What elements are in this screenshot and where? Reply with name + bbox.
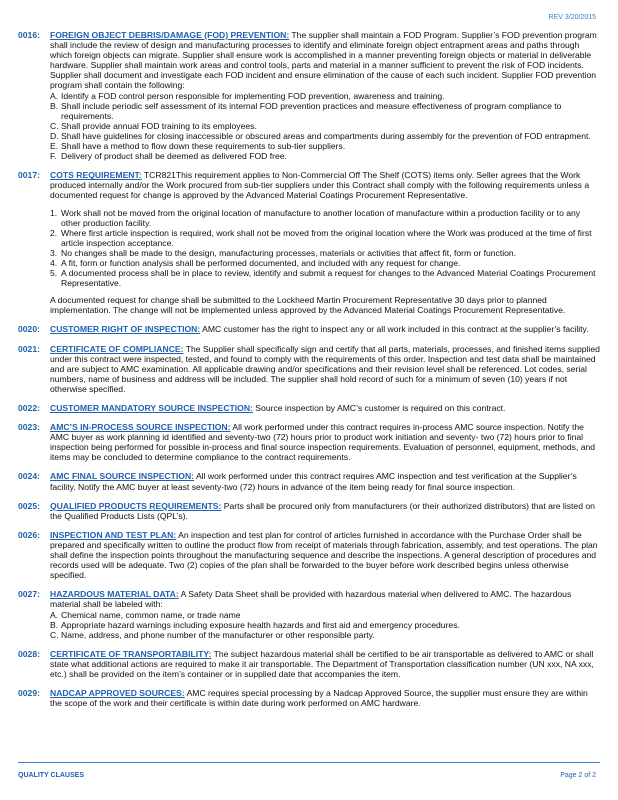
clause-body (50, 344, 600, 394)
clause-text: All work performed under this contract requires in-process AMC source inspection. Notify the AMC buyer as work planning id identified and seventy-two (72) hours prior to product work initiation and seventy- two (72) hours prior to final inspection being performed for possible in-process and final source inspection requirements. Evaluation of personnel, equipment, methods, and items may be concluded to determine compliance to the contract requirements. (50, 422, 596, 463)
clause-body (50, 170, 600, 315)
list-item (50, 248, 600, 258)
list-item (50, 208, 600, 228)
list-marker: F. (50, 151, 57, 162)
list-marker: C. (50, 120, 59, 131)
list-text: Name, address, and phone number of the manufacturer or other responsible party. (61, 629, 375, 640)
list-item (50, 151, 600, 161)
list-text: A fit, form or function analysis shall be performed documented, and included with any request for change. (61, 257, 461, 268)
clause-number: 0024: (18, 471, 40, 482)
list-marker: A. (50, 609, 59, 620)
clause-title: AMC’S IN-PROCESS SOURCE INSPECTION: (50, 422, 231, 433)
clause-body (50, 530, 600, 580)
clause-title: CERTIFICATE OF TRANSPORTABILITY: (50, 648, 212, 659)
list-item (50, 91, 600, 101)
clause-number: 0023: (18, 422, 40, 433)
clause-title: FOREIGN OBJECT DEBRIS/DAMAGE (FOD) PREVENTION: (50, 30, 290, 40)
clause-title: CUSTOMER RIGHT OF INSPECTION: (50, 324, 201, 335)
list-text: Shall have a method to flow down these requirements to sub-tier suppliers. (61, 141, 346, 152)
list-marker: 4. (50, 257, 58, 268)
clause-paragraph (50, 422, 600, 462)
clause-text: TCR821This requirement applies to Non-Commercial Off The Shelf (COTS) items only. Seller agrees that the Work produced internally and/or the Work procured from sub-tier suppliers under this Contract shall comply with the following requirements unless a documented request for change is approved by the Advanced Material Coatings Procurement Representative. (50, 170, 590, 201)
list-text: Delivery of product shall be deemed as delivered FOD free. (61, 151, 287, 162)
clause-title: COTS REQUIREMENT: (50, 170, 142, 181)
list-marker: B. (50, 100, 59, 111)
clause-title: QUALIFIED PRODUCTS REQUIREMENTS: (50, 500, 222, 511)
list-item (50, 620, 600, 630)
clause-number: 0028: (18, 648, 40, 659)
list-marker: 3. (50, 247, 58, 258)
revision-date: REV 3/20/2015 (548, 14, 596, 21)
clause-list (50, 610, 600, 640)
clause-list (50, 208, 600, 289)
clause-text: The Supplier shall specifically sign and certify that all parts, materials, processes, and finished items supplied under this contract were inspected, tested, and found to comply with the requirements of this order. Inspection and test data shall be maintained and are subject to AMC examination. All applicable drawing and/or specifications and their revision level shall be referenced. Lot codes, serial numbers, name of business and address will be included. The supplier shall hold record of such for a minimum of seven (10) years if not otherwise specified. (50, 343, 600, 394)
list-text: A documented process shall be in place to review, identify and submit a request for changes to the Advanced Material Coatings Procurement Representative. (61, 268, 596, 289)
clause-paragraph (50, 649, 600, 679)
list-marker: 1. (50, 207, 58, 218)
clause-text: AMC customer has the right to inspect any or all work included in this contract at the supplier’s facility. (200, 324, 589, 335)
clause-title: CERTIFICATE OF COMPLIANCE: (50, 343, 184, 354)
list-item (50, 610, 600, 620)
clause-body (50, 501, 600, 521)
list-text: Appropriate hazard warnings including exposure health hazards and first aid and emergency procedures. (61, 619, 460, 630)
clause-0025 (18, 501, 600, 521)
clause-paragraph (50, 403, 600, 413)
clause-title: CUSTOMER MANDATORY SOURCE INSPECTION: (50, 403, 253, 413)
clause-0022 (18, 403, 600, 413)
clause-0017 (18, 170, 600, 315)
list-marker: E. (50, 141, 59, 152)
clause-paragraph (50, 688, 600, 708)
clause-body (50, 589, 600, 639)
list-item (50, 228, 600, 248)
clause-0027 (18, 589, 600, 639)
list-marker: C. (50, 629, 59, 640)
list-item (50, 121, 600, 131)
clause-text: Source inspection by AMC’s customer is required on this contract. (252, 403, 506, 413)
clause-number: 0027: (18, 589, 40, 600)
list-item (50, 630, 600, 640)
clause-body (50, 688, 600, 708)
list-text: Shall provide annual FOD training to its employees. (61, 120, 257, 131)
clause-0024 (18, 471, 600, 491)
clause-text: AMC requires special processing by a Nadcap Approved Source, the supplier must ensure they are within the scope of the work and their certificate is within date during work performed on AMC hardware. (50, 688, 588, 709)
clause-paragraph (50, 344, 600, 394)
clause-number: 0026: (18, 529, 40, 540)
clause-text: All work performed under this contract requires AMC inspection and test verification at the Supplier’s facility. Notify the AMC buyer at least seventy-two (72) hours in advance of the item being ready for final source inspection. (50, 471, 577, 492)
clause-paragraph (50, 530, 600, 580)
clause-number: 0016: (18, 30, 40, 40)
list-marker: 5. (50, 268, 58, 279)
list-marker: A. (50, 90, 59, 101)
clause-body (50, 30, 600, 161)
clause-text: The subject hazardous material shall be certified to be air transportable as delivered to AMC or shall state what additional actions are required to make it air transportable. The Department of Transportation classification number (UN xxx, NA xxx, etc.) shall be provided on the item’s container or in supplied date that accompanies the item. (50, 648, 594, 679)
clause-body (50, 649, 600, 679)
clause-0021 (18, 344, 600, 394)
list-text: Identify a FOD control person responsible for implementing FOD prevention, awareness and training. (61, 90, 445, 101)
clause-body (50, 403, 600, 413)
clause-title: HAZARDOUS MATERIAL DATA: (50, 589, 179, 600)
clause-paragraph (50, 471, 600, 491)
clause-0020 (18, 324, 600, 334)
list-text: Work shall not be moved from the original location of manufacture to another location of manufacture within a production facility or to any other production facility. (61, 207, 581, 228)
footer-divider (18, 762, 600, 763)
clause-number: 0029: (18, 688, 40, 699)
clause-0016 (18, 30, 600, 161)
clause-list (50, 91, 600, 162)
clause-text: Parts shall be procured only from manufacturers (or their authorized distributors) that are listed on the Qualified Products Lists (QPL’s). (50, 500, 595, 521)
list-marker: B. (50, 619, 59, 630)
clause-paragraph (50, 170, 600, 200)
clause-number: 0022: (18, 403, 40, 413)
clause-paragraph (50, 589, 600, 609)
clause-0023 (18, 422, 600, 462)
clause-title: NADCAP APPROVED SOURCES: (50, 688, 185, 699)
clause-number: 0021: (18, 343, 40, 354)
clause-0026 (18, 530, 600, 580)
clause-body (50, 422, 600, 462)
clause-body (50, 471, 600, 491)
clause-text: An inspection and test plan for control of articles furnished in accordance with the Purchase Order shall be prepared and specifically written to outline the product flow from receipt of materials through fabrication, assembly, and test operations. The plan shall define the inspection points throughout the manufacturing sequence and describe the inspections. A general description of procedures and records used will be adequate. Two (2) copies of the plan shall be forwarded to the buyer before work described begins unless otherwise specified. (50, 529, 598, 581)
list-item (50, 141, 600, 151)
footer-section-title: QUALITY CLAUSES (18, 772, 84, 779)
clause-body (50, 324, 600, 334)
list-marker: D. (50, 130, 59, 141)
list-text: Chemical name, common name, or trade name (61, 609, 241, 620)
clause-followup-text: A documented request for change shall be submitted to the Lockheed Martin Procurement Representative 30 days prior to planned implementation. The change will not be implemented unless approved by the Advanced Material Coatings Procurement Representative. (50, 295, 566, 316)
list-text: Where first article inspection is required, work shall not be moved from the original location where the Work was produced at the time of first article inspection acceptance. (61, 227, 592, 248)
clause-title: AMC FINAL SOURCE INSPECTION: (50, 471, 195, 482)
list-item (50, 268, 600, 288)
clause-paragraph (50, 501, 600, 521)
clause-0028 (18, 649, 600, 679)
list-item (50, 258, 600, 268)
list-text: No changes shall be made to the design, manufacturing processes, materials or activities that affect fit, form or function. (61, 247, 517, 258)
list-marker: 2. (50, 227, 58, 238)
clause-text: The supplier shall maintain a FOD Program. Supplier’s FOD prevention program shall include the review of design and manufacturing processes to identify and eliminate foreign object entrapment areas and paths through which foreign objects can migrate. Supplier shall ensure work is accomplished in a manner preventing foreign objects or material in deliverable hardware. Supplier shall maintain work areas and control tools, parts and material in a manner sufficient to prevent the risk of FOD incidents. Supplier shall document and investigate each FOD incident and ensure elimination of the cause of each such incident. Supplier FOD prevention program shall contain the following: (50, 30, 597, 91)
clause-number: 0025: (18, 500, 40, 511)
clause-paragraph (50, 324, 600, 334)
list-text: Shall include periodic self assessment of its internal FOD prevention practices and measure effectiveness of program compliance to requirements. (61, 100, 562, 121)
list-item (50, 131, 600, 141)
clause-paragraph (50, 30, 600, 91)
clause-text: A Safety Data Sheet shall be provided with hazardous material when delivered to AMC. The hazardous material shall be labeled with: (50, 589, 572, 610)
clause-0029 (18, 688, 600, 708)
page-number: Page 2 of 2 (560, 772, 596, 779)
clause-number: 0020: (18, 324, 40, 335)
clauses-list (18, 30, 600, 717)
list-text: Shall have guidelines for closing inaccessible or obscured areas and compartments during assembly for the prevention of FOD entrapment. (61, 130, 591, 141)
clause-title: INSPECTION AND TEST PLAN: (50, 529, 177, 540)
list-item (50, 101, 600, 121)
clause-number: 0017: (18, 170, 40, 181)
